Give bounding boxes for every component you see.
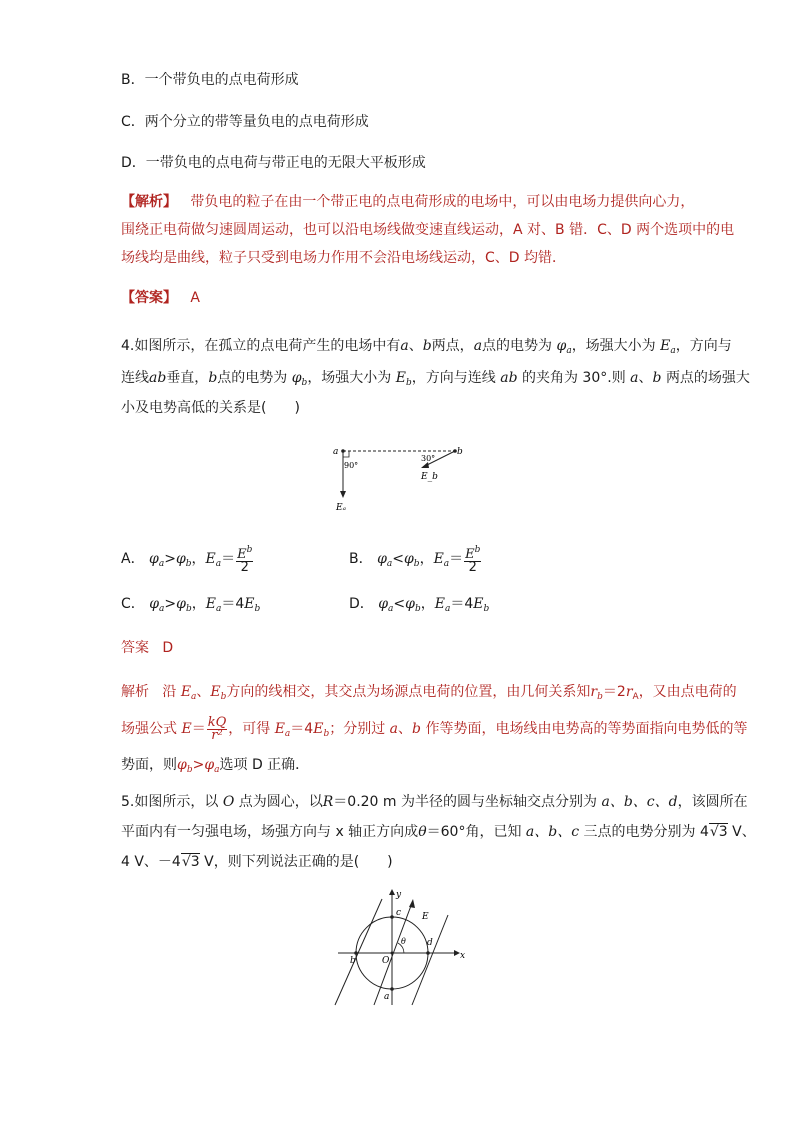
q4-label-30: 30° <box>421 454 436 463</box>
q4-label-b: b <box>457 447 463 457</box>
q4-analysis-line2: 场强公式 E＝ $\frac{kQ}{\text{r²}}$ ，可得 $E_a=4E_b$；分别过 a、b 作等势面，电场线由电势高的等势面指向电势低的等 <box>121 714 748 743</box>
q4-option-c: C． $\varphi_a>\varphi_b$，$E_a=4E_b$ <box>121 596 261 614</box>
q5-y-arrowhead <box>389 889 395 895</box>
q5-field-line-3 <box>412 915 448 1005</box>
q5-label-theta: θ <box>401 937 406 946</box>
q3-analysis-line2: 围绕正电荷做匀速圆周运动，也可以沿电场线做变速直线运动，A 对、B 错．C、D 两个选项中的电 <box>121 222 735 238</box>
q4-analysis-line1: 解析 沿 $E_a$、$E_b$方向的线相交，其交点为场源点电荷的位置，由几何关系知$r_b=2r_A$，又由点电荷的 <box>121 684 737 702</box>
q3-option-c: C．两个分立的带等量负电的点电荷形成 <box>121 114 369 130</box>
q5-point-o <box>391 952 394 955</box>
q5-line2: 平面内有一匀强电场，场强方向与 x 轴正方向成θ＝60°角，已知 a、b、c 三点的电势分别为 4√3 V、 <box>121 824 756 840</box>
q4-label-90: 90° <box>344 461 359 470</box>
answer-label: 答案 <box>121 640 149 656</box>
answer-value: A <box>190 290 200 306</box>
q5-point-b <box>354 951 358 955</box>
q5-point-a <box>390 987 394 991</box>
q5-line1: 5.如图所示，以 O 点为圆心，以R＝0.20 m 为半径的圆与坐标轴交点分别为 a、b、c、d，该圆所在 <box>121 794 748 810</box>
q3-analysis-line1 <box>121 192 694 212</box>
q5-label-a: a <box>384 992 390 1002</box>
q4-line3: 小及电势高低的关系是( ) <box>121 400 300 416</box>
q4-label-a: a <box>333 447 339 457</box>
q4-option-a: A． $\varphi_a>\varphi_b$，$E_a=$ $\frac{E^b}{2}$ <box>121 545 253 575</box>
q5-line3: 4 V、－4√3 V，则下列说法正确的是( ) <box>121 854 393 870</box>
q4-analysis-line3: 势面，则$\varphi_b>\varphi_a$选项 D 正确． <box>121 757 310 775</box>
analysis-text: 带负电的粒子在由一个带正电的点电荷形成的电场中，可以由电场力提供向心力， <box>190 194 695 210</box>
q5-label-c: c <box>396 908 402 918</box>
q3-option-b: B．一个带负电的点电荷形成 <box>121 72 299 88</box>
q5-label-e: E <box>422 912 429 922</box>
q4-option-b: B． $\varphi_a<\varphi_b$，$E_a=$ $\frac{E^b}{2}$ <box>349 545 481 575</box>
q4-label-eb: E_b <box>421 472 438 482</box>
q4-line2: 连线ab垂直，b点的电势为 $\varphi_b$，场强大小为 $E_b$，方向与连线 ab 的夹角为 30°.则 a、b 两点的场强大 <box>121 370 750 388</box>
q4-label-ea: Eₐ <box>336 503 346 513</box>
q3-option-d: D．一带负电的点电荷与带正电的无限大平板形成 <box>121 155 426 171</box>
q5-field-line-1 <box>335 899 382 1005</box>
q5-figure <box>330 885 470 1010</box>
q5-label-o: O <box>382 956 390 966</box>
q4-figure <box>325 440 475 516</box>
q4-ea-arrowhead <box>340 491 346 498</box>
q5-label-x: x <box>460 951 466 961</box>
q5-label-y: y <box>396 890 402 900</box>
q4-option-d: D． $\varphi_a<\varphi_b$，$E_a=4E_b$ <box>349 596 490 614</box>
answer-label: 【答案】 <box>121 290 177 306</box>
q5-point-c <box>390 915 394 919</box>
q3-analysis-line3: 场线均是曲线，粒子只受到电场力作用不会沿电场线运动，C、D 均错． <box>121 250 567 266</box>
q5-label-d: d <box>427 938 433 948</box>
q5-label-b: b <box>350 956 356 966</box>
q4-answer <box>121 638 173 658</box>
answer-value: D <box>162 640 174 656</box>
q3-answer <box>121 288 200 308</box>
analysis-label: 【解析】 <box>121 194 177 210</box>
q5-field-arrowhead <box>409 899 415 908</box>
q4-line1: 4.如图所示，在孤立的点电荷产生的电场中有a、b两点，a点的电势为 $\varphi_a$，场强大小为 $E_a$，方向与 <box>121 338 732 356</box>
q5-point-d <box>426 951 430 955</box>
